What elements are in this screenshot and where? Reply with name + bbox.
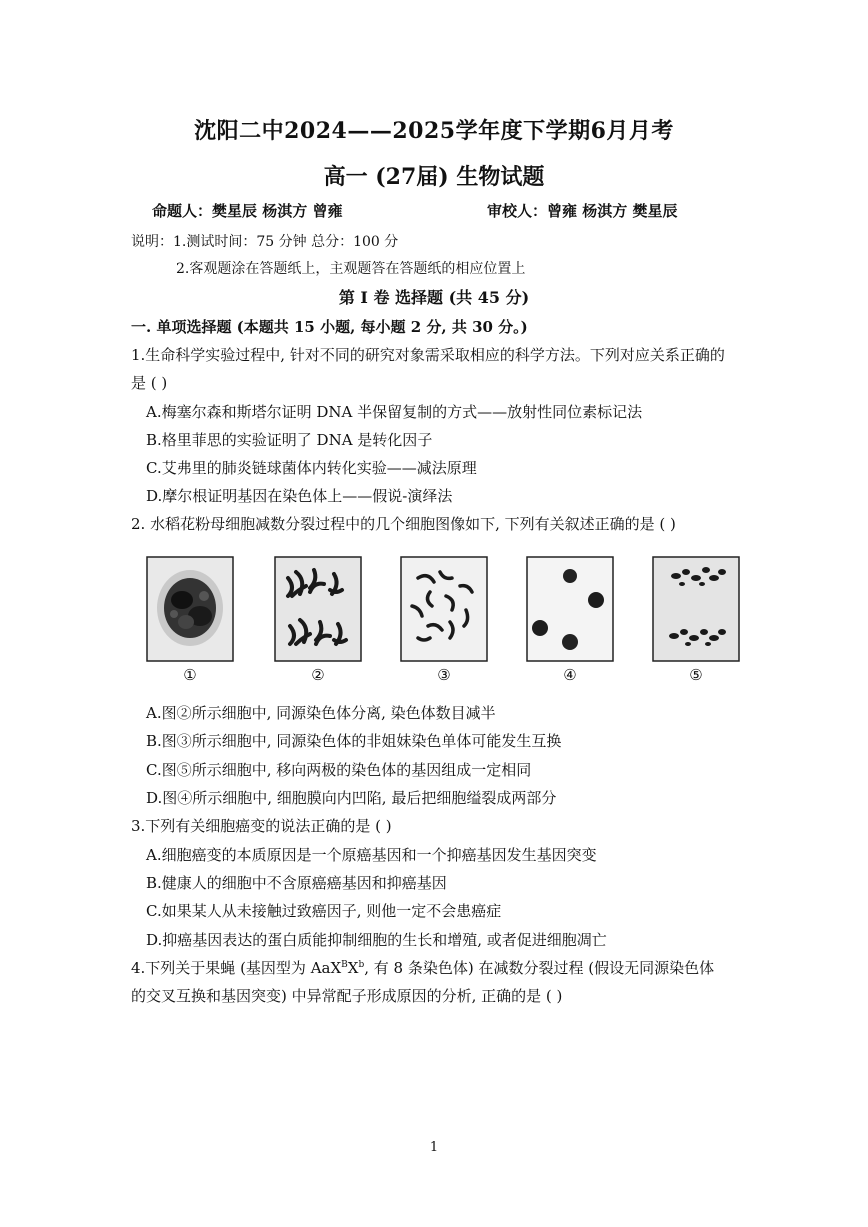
question-1-stem-line-1: 1.生命科学实验过程中, 针对不同的研究对象需采取相应的科学方法。下列对应关系正确的 bbox=[131, 346, 725, 364]
question-1-option-c: C.艾弗里的肺炎链球菌体内转化实验——减法原理 bbox=[146, 459, 477, 477]
question-3-option-c: C.如果某人从未接触过致癌因子, 则他一定不会患癌症 bbox=[146, 902, 502, 920]
cell-image-1 bbox=[146, 556, 234, 662]
question-2-option-d: D.图④所示细胞中, 细胞膜向内凹陷, 最后把细胞缢裂成两部分 bbox=[146, 789, 557, 807]
question-3-stem: 3.下列有关细胞癌变的说法正确的是 ( ) bbox=[131, 817, 392, 835]
genotype-superscript-b-upper: B bbox=[341, 960, 348, 970]
figure-label-2: ② bbox=[311, 666, 325, 684]
question-2-stem: 2. 水稻花粉母细胞减数分裂过程中的几个细胞图像如下, 下列有关叙述正确的是 ( ) bbox=[131, 515, 676, 533]
cell-image-2 bbox=[274, 556, 362, 662]
question-4-stem-mid: X bbox=[347, 959, 359, 977]
section-heading: 第 I 卷 选择题 (共 45 分) bbox=[338, 288, 530, 307]
genotype-superscript-b-lower: b bbox=[358, 960, 365, 970]
meiosis-figure-row bbox=[146, 556, 736, 686]
question-1-option-d: D.摩尔根证明基因在染色体上——假说-演绎法 bbox=[146, 487, 453, 505]
question-3-option-a: A.细胞癌变的本质原因是一个原癌基因和一个抑癌基因发生基因突变 bbox=[146, 846, 597, 864]
question-2-option-c: C.图⑤所示细胞中, 移向两极的染色体的基因组成一定相同 bbox=[146, 761, 532, 779]
question-1-option-b: B.格里菲思的实验证明了 DNA 是转化因子 bbox=[146, 431, 433, 449]
question-4-stem-pre: 4.下列关于果蝇 (基因型为 AaX bbox=[131, 959, 342, 977]
page-number: 1 bbox=[429, 1140, 439, 1155]
question-4-stem-line-1 bbox=[131, 957, 714, 978]
question-2-option-b: B.图③所示细胞中, 同源染色体的非姐妹染色单体可能发生互换 bbox=[146, 732, 562, 750]
cell-image-4 bbox=[526, 556, 614, 662]
part-heading: 一. 单项选择题 (本题共 15 小题, 每小题 2 分, 共 30 分。) bbox=[131, 318, 528, 336]
figure-label-4: ④ bbox=[563, 666, 577, 684]
cell-image-3 bbox=[400, 556, 488, 662]
question-2-option-a: A.图②所示细胞中, 同源染色体分离, 染色体数目减半 bbox=[146, 704, 496, 722]
exam-title: 沈阳二中2024——2025学年度下学期6月月考 bbox=[194, 118, 674, 144]
figure-label-3: ③ bbox=[437, 666, 451, 684]
question-1-stem-line-2: 是 ( ) bbox=[131, 374, 168, 392]
note-line-1: 说明：1.测试时间：75 分钟 总分：100 分 bbox=[131, 234, 399, 250]
question-4-stem-post: , 有 8 条染色体) 在减数分裂过程 (假设无同源染色体 bbox=[364, 959, 715, 977]
question-1-option-a: A.梅塞尔森和斯塔尔证明 DNA 半保留复制的方式——放射性同位素标记法 bbox=[146, 403, 643, 421]
figure-label-5: ⑤ bbox=[689, 666, 703, 684]
cell-image-5 bbox=[652, 556, 740, 662]
exam-subtitle: 高一 (27届) 生物试题 bbox=[323, 164, 545, 190]
figure-label-1: ① bbox=[183, 666, 197, 684]
setters-line: 命题人：樊星辰 杨淇方 曾雍 bbox=[152, 202, 343, 220]
reviewers-line: 审校人：曾雍 杨淇方 樊星辰 bbox=[487, 202, 678, 220]
question-3-option-d: D.抑癌基因表达的蛋白质能抑制细胞的生长和增殖, 或者促进细胞凋亡 bbox=[146, 931, 607, 949]
note-line-2: 2.客观题涂在答题纸上，主观题答在答题纸的相应位置上 bbox=[176, 261, 526, 277]
question-3-option-b: B.健康人的细胞中不含原癌癌基因和抑癌基因 bbox=[146, 874, 447, 892]
question-4-stem-line-2: 的交叉互换和基因突变) 中异常配子形成原因的分析, 正确的是 ( ) bbox=[131, 987, 563, 1005]
